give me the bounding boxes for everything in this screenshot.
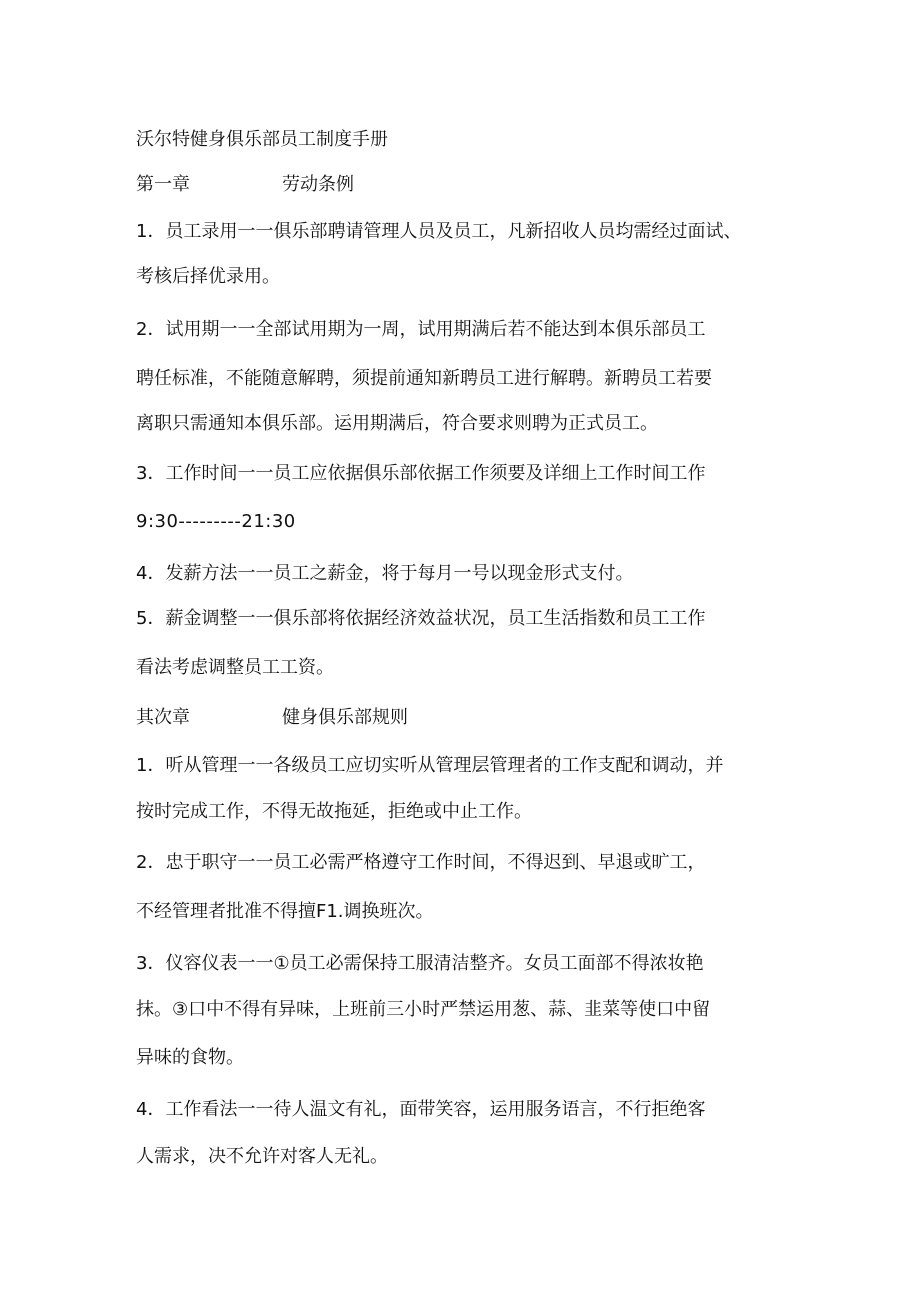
paragraph-line: 4．工作看法一一待人温文有礼，面带笑容，运用服务语言，不行拒绝客 [136,1099,706,1120]
paragraph-line: 看法考虑调整员工工资。 [136,657,334,678]
chapter-number: 其次章 [136,707,190,728]
document-title: 沃尔特健身俱乐部员工制度手册 [136,129,388,150]
paragraph-line: 5．薪金调整一一俱乐部将依据经济效益状况，员工生活指数和员工工作 [136,608,706,629]
chapter-2-heading [136,706,408,730]
paragraph-line: 异味的食物。 [136,1047,244,1068]
paragraph-line: 3．仪容仪表一一①员工必需保持工服清洁整齐。女员工面部不得浓妆艳 [136,953,704,974]
chapter-1-heading [136,173,354,197]
paragraph-line: 3．工作时间一一员工应依据俱乐部依据工作须要及详细上工作时间工作 [136,463,706,484]
chapter-number: 第一章 [136,174,190,195]
paragraph-line: 2．试用期一一全部试用期为一周，试用期满后若不能达到本俱乐部员工 [136,319,706,340]
paragraph-line: 按时完成工作，不得无故拖延，拒绝或中止工作。 [136,801,532,822]
paragraph-line: 不经管理者批准不得擅F1.调换班次。 [136,901,434,922]
paragraph-line: 离职只需通知本俱乐部。运用期满后，符合要求则聘为正式员工。 [136,413,658,434]
paragraph-line: 聘任标准，不能随意解聘，须提前通知新聘员工进行解聘。新聘员工若要 [136,368,712,389]
paragraph-line: 抹。③口中不得有异味，上班前三小时严禁运用葱、蒜、韭菜等使口中留 [136,999,711,1020]
chapter-name: 健身俱乐部规则 [282,707,408,728]
paragraph-line: 人需求，决不允许对客人无礼。 [136,1146,388,1167]
work-hours-line: 9:30---------21:30 [136,511,296,532]
paragraph-line: 1．员工录用一一俱乐部聘请管理人员及员工，凡新招收人员均需经过面试、 [136,221,742,242]
paragraph-line: 考核后择优录用。 [136,266,280,287]
paragraph-line: 4．发薪方法一一员工之薪金，将于每月一号以现金形式支付。 [136,563,634,584]
chapter-name: 劳动条例 [282,174,354,195]
paragraph-line: 1．听从管理一一各级员工应切实听从管理层管理者的工作支配和调动，并 [136,755,724,776]
paragraph-line: 2．忠于职守一一员工必需严格遵守工作时间，不得迟到、早退或旷工， [136,852,706,873]
